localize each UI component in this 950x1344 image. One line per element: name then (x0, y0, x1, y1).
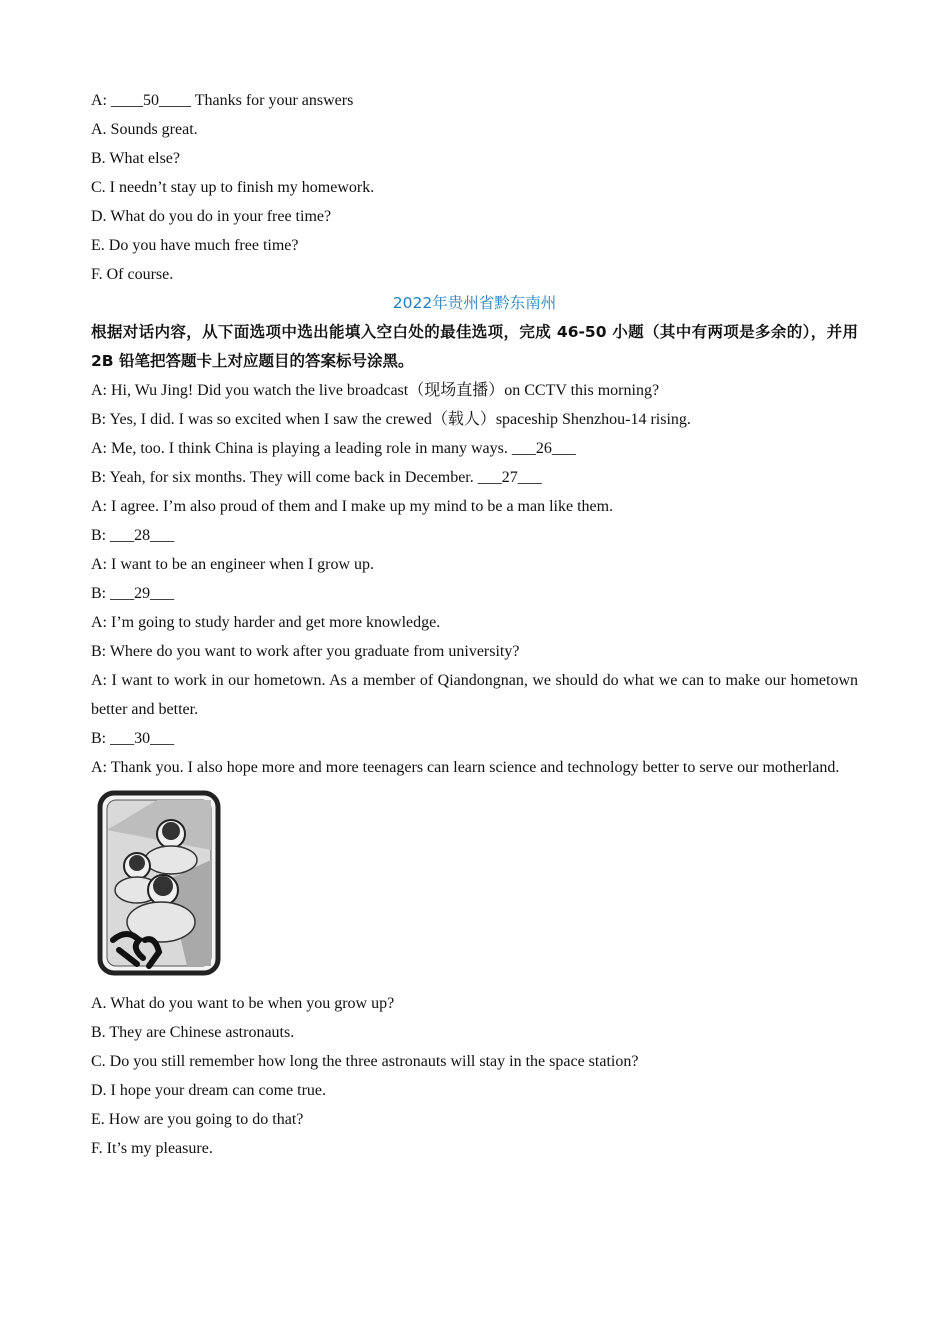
dialog-line: A: I’m going to study harder and get more knowledge. (91, 614, 441, 631)
dialog-line: B: ___29___ (91, 585, 175, 602)
document-page (91, 86, 858, 1163)
astronauts-photo (97, 790, 221, 976)
option-a: A. Sounds great. (91, 121, 198, 138)
dialog-line: B: Where do you want to work after you graduate from university? (91, 643, 520, 660)
dialog-line: B: ___30___ (91, 730, 175, 747)
option-f: F. Of course. (91, 266, 174, 283)
options-block (91, 989, 858, 1163)
option-e: E. Do you have much free time? (91, 237, 299, 254)
dialog-line: A: ____50____ Thanks for your answers (91, 92, 354, 109)
dialog-line: B: Yes, I did. I was so excited when I saw the crewed（载人）spaceship Shenzhou-14 rising. (91, 411, 691, 428)
option-b: B. What else? (91, 150, 181, 167)
dialog-line: B: Yeah, for six months. They will come back in December. ___27___ (91, 469, 542, 486)
dialog-line: A: Hi, Wu Jing! Did you watch the live broadcast（现场直播）on CCTV this morning? (91, 382, 660, 399)
dialog-line: A: Me, too. I think China is playing a leading role in many ways. ___26___ (91, 440, 576, 457)
dialog-line: A: Thank you. I also hope more and more teenagers can learn science and technology better to serve our motherland. (91, 759, 840, 776)
option-f: F. It’s my pleasure. (91, 1140, 213, 1157)
dialog-line: A: I agree. I’m also proud of them and I make up my mind to be a man like them. (91, 498, 614, 515)
option-c: C. I needn’t stay up to finish my homework. (91, 179, 375, 196)
dialog-line: A: I want to be an engineer when I grow up. (91, 556, 375, 573)
option-b: B. They are Chinese astronauts. (91, 1024, 295, 1041)
dialog-line: A: I want to work in our hometown. As a member of Qiandongnan, we should do what we can to make our hometown better and better. (91, 672, 858, 718)
dialog-line: B: ___28___ (91, 527, 175, 544)
section-title: 2022年贵州省黔东南州 (392, 294, 557, 312)
option-e: E. How are you going to do that? (91, 1111, 304, 1128)
option-d: D. What do you do in your free time? (91, 208, 332, 225)
option-d: D. I hope your dream can come true. (91, 1082, 327, 1099)
previous-question-block (91, 86, 858, 289)
option-c: C. Do you still remember how long the three astronauts will stay in the space station? (91, 1053, 639, 1070)
section-instruction: 根据对话内容，从下面选项中选出能填入空白处的最佳选项，完成 46-50 小题（其中有两项是多余的），并用 2B 铅笔把答题卡上对应题目的答案标号涂黑。 (91, 323, 858, 370)
dialog-block (91, 376, 858, 782)
option-a: A. What do you want to be when you grow up? (91, 995, 395, 1012)
